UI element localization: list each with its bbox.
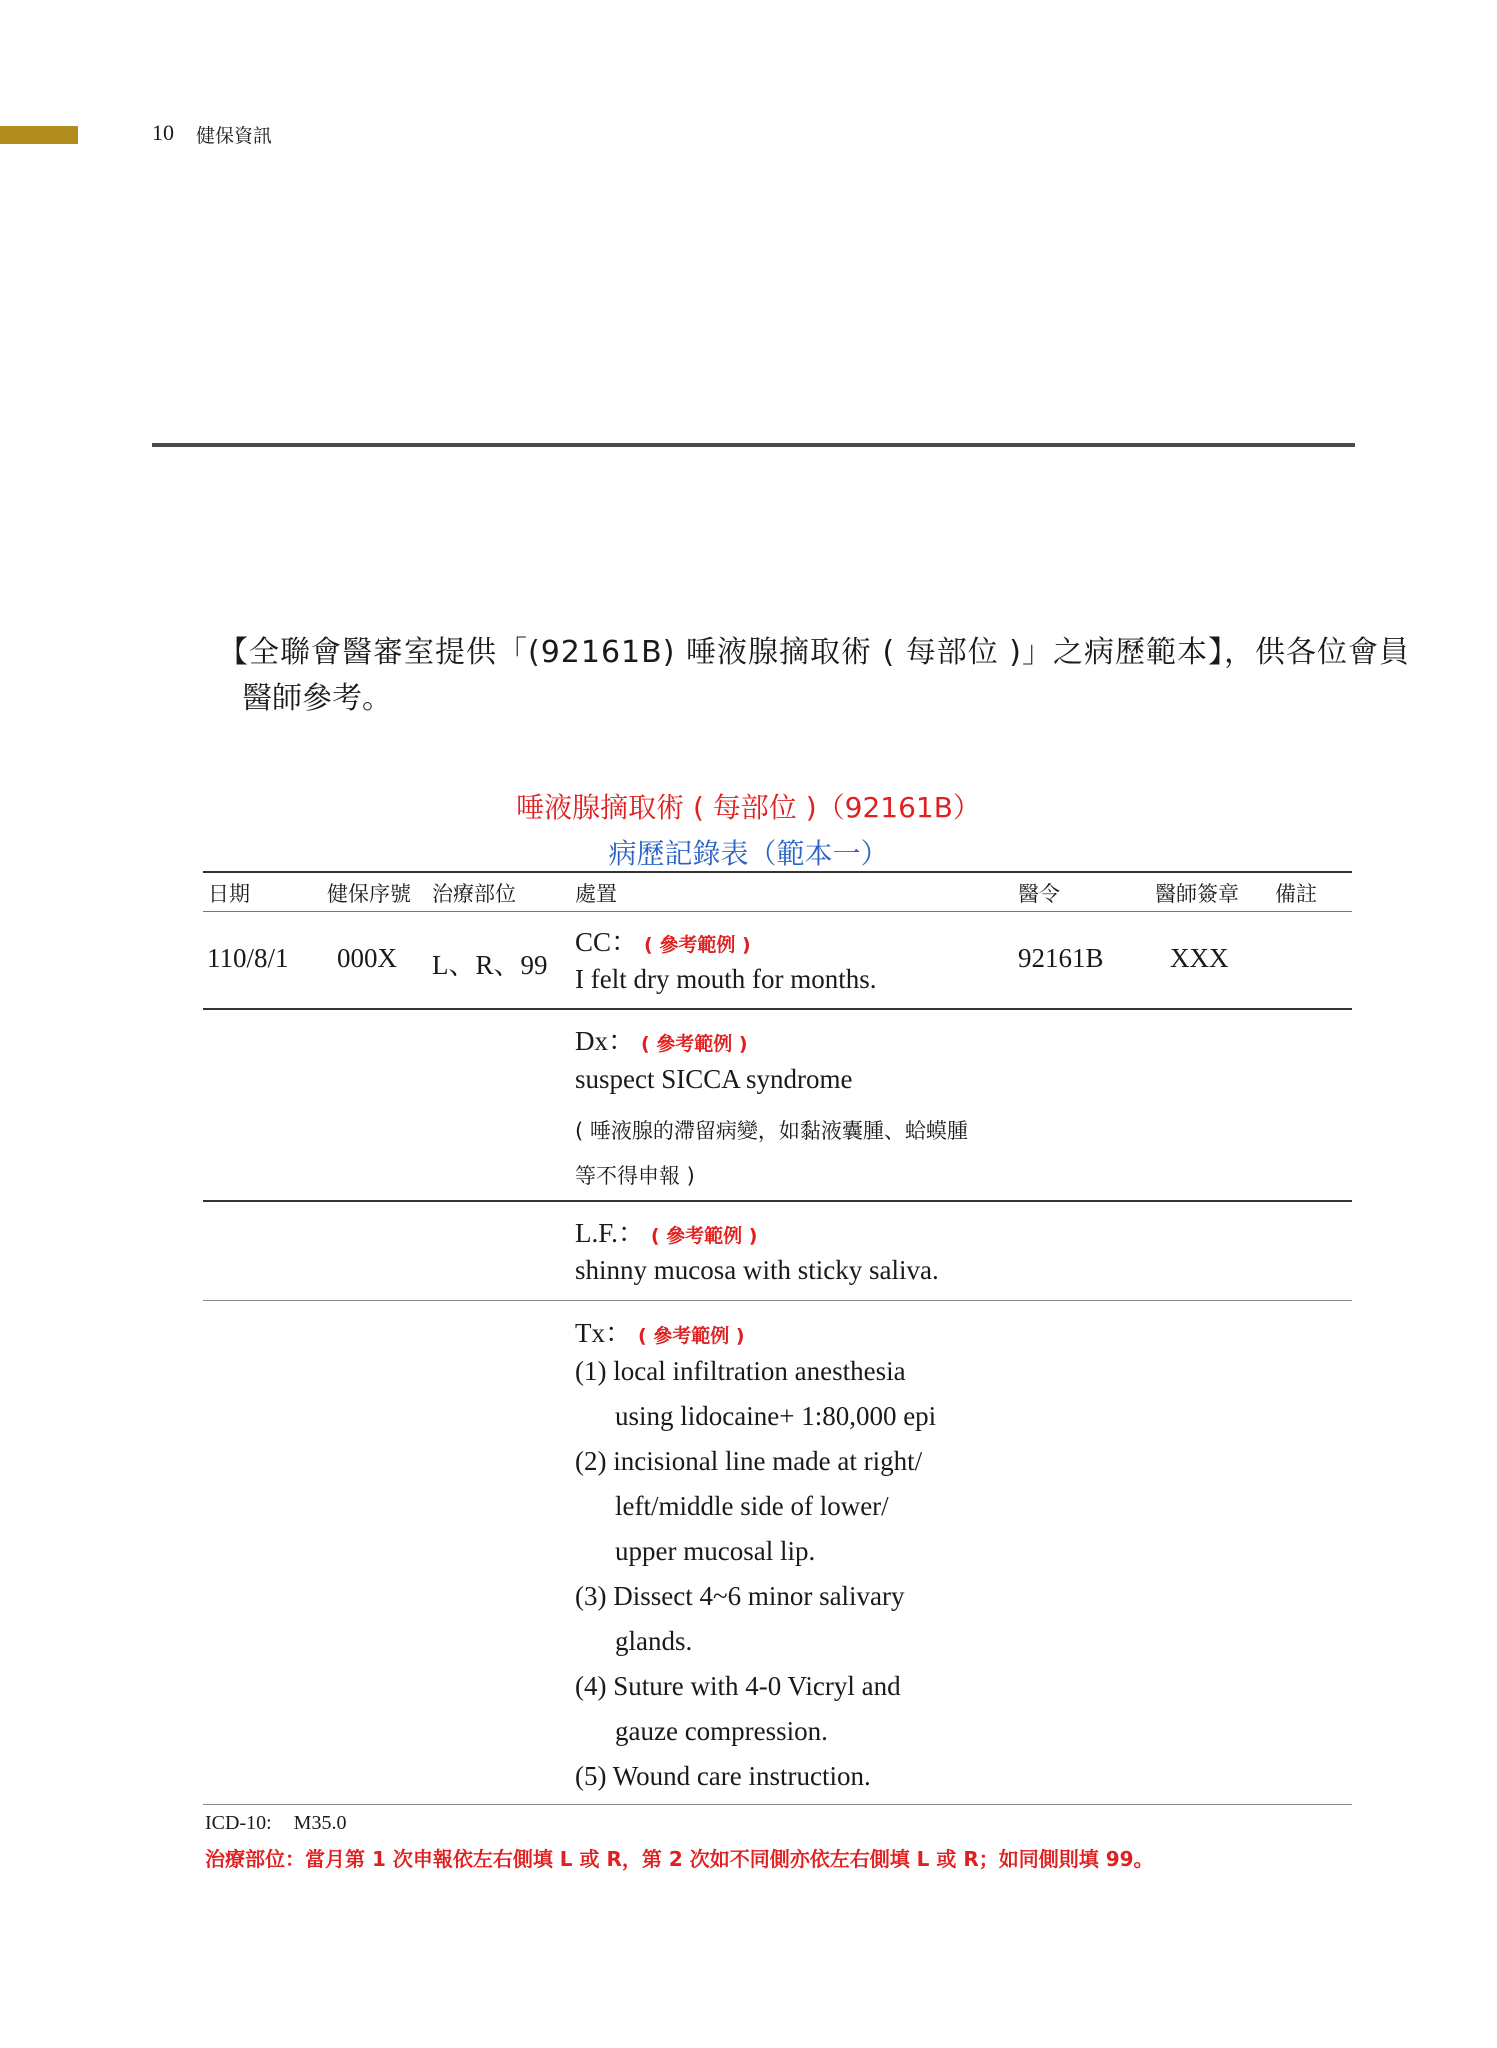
icd-line: [205, 1812, 346, 1835]
lf-label-line: [575, 1211, 757, 1250]
row-rule-2: [203, 1200, 1352, 1202]
tx-line: using lidocaine+ 1:80,000 epi: [615, 1401, 937, 1431]
lf-reference-tag: ( 參考範例 ): [650, 1225, 758, 1247]
intro-paragraph: [218, 630, 1410, 722]
row-date: 110/8/1: [207, 943, 289, 973]
tx-label-line: [575, 1311, 745, 1350]
cc-reference-tag: ( 參考範例 ): [644, 934, 751, 956]
cc-label-line: [575, 920, 751, 959]
dx-label: Dx：: [575, 1026, 635, 1056]
form-title: 唾液腺摘取術 ( 每部位 )（92161B）: [516, 791, 981, 824]
column-header-remarks: 備註: [1275, 882, 1317, 906]
column-header-date: 日期: [208, 882, 250, 906]
row-site: L、R、99: [432, 950, 548, 980]
dx-label-line: [575, 1019, 748, 1058]
top-divider: [152, 443, 1355, 447]
lf-text: shinny mucosa with sticky saliva.: [575, 1255, 939, 1285]
running-title: 健保資訊: [196, 125, 273, 147]
page-number: 10: [152, 120, 174, 145]
column-header-order: 醫令: [1018, 882, 1060, 906]
dx-text: suspect SICCA syndrome: [575, 1064, 853, 1094]
site-footnote: 治療部位：當月第 1 次申報依左右側填 L 或 R，第 2 次如不同側亦依左右側填 L 或 R；如同側則填 99。: [205, 1847, 1154, 1871]
tx-line: (4) Suture with 4-0 Vicryl and: [575, 1671, 901, 1701]
tx-line: (3) Dissect 4~6 minor salivary: [575, 1581, 905, 1611]
icd-code: M35.0: [293, 1812, 347, 1834]
table-bottom-rule: [203, 1804, 1352, 1805]
table-top-rule: [203, 871, 1352, 873]
tx-line: (5) Wound care instruction.: [575, 1761, 871, 1791]
column-header-treatment: 處置: [575, 882, 617, 906]
cc-text: I felt dry mouth for months.: [575, 964, 877, 994]
tx-line: (2) incisional line made at right/: [575, 1446, 923, 1476]
row-rule-3: [203, 1300, 1352, 1301]
row-serial: 000X: [337, 943, 397, 973]
column-header-serial: 健保序號: [327, 882, 411, 906]
row-signature: XXX: [1170, 943, 1229, 973]
tx-label: Tx：: [575, 1318, 632, 1348]
column-header-signature: 醫師簽章: [1155, 882, 1239, 906]
intro-line-2: 醫師參考。: [242, 681, 392, 716]
row-rule-1: [203, 1008, 1352, 1010]
column-header-site: 治療部位: [432, 882, 516, 906]
tx-line: left/middle side of lower/: [615, 1491, 889, 1521]
header-rule: [203, 911, 1352, 912]
icd-label: ICD-10:: [205, 1812, 272, 1834]
intro-line-1: 【全聯會醫審室提供「(92161B) 唾液腺摘取術 ( 每部位 )」之病歷範本】，供各位會員: [218, 635, 1410, 670]
lf-label: L.F.：: [575, 1218, 645, 1248]
tx-line: gauze compression.: [615, 1716, 828, 1746]
row-order: 92161B: [1018, 943, 1104, 973]
cc-label: CC：: [575, 927, 639, 957]
tx-reference-tag: ( 參考範例 ): [638, 1325, 745, 1347]
dx-note-line-2: 等不得申報 ): [575, 1164, 695, 1188]
accent-bar: [0, 126, 78, 144]
form-subtitle: 病歷記錄表（範本一）: [608, 837, 889, 870]
dx-reference-tag: ( 參考範例 ): [641, 1033, 748, 1055]
tx-line: glands.: [615, 1626, 693, 1656]
tx-line: upper mucosal lip.: [615, 1536, 816, 1566]
dx-note-line-1: ( 唾液腺的滯留病變，如黏液囊腫、蛤蟆腫: [575, 1119, 968, 1143]
tx-line: (1) local infiltration anesthesia: [575, 1356, 906, 1386]
